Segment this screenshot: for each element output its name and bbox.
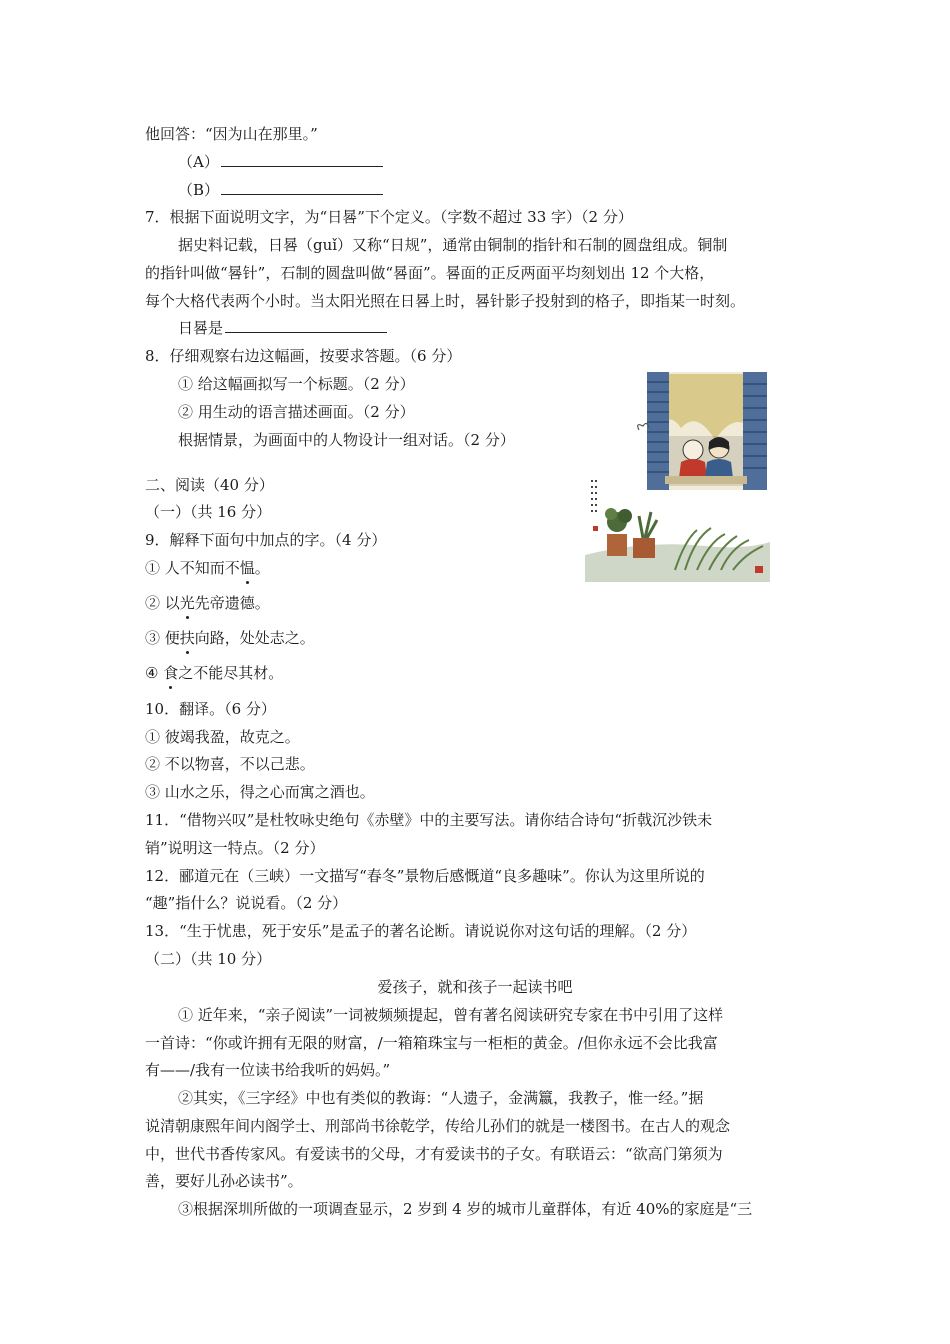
q9-item-4: ④ 食之不能尽其材。	[145, 664, 284, 682]
question-10: 10．翻译。（6 分）	[145, 700, 276, 718]
answer-blank-a[interactable]: （A）	[178, 152, 383, 172]
article-p3-line-1: ③根据深圳所做的一项调查显示，2 岁到 4 岁的城市儿童群体，有近 40%的家庭是“三	[178, 1200, 753, 1218]
article-title: 爱孩子，就和孩子一起读书吧	[377, 978, 573, 996]
q7-blank-line[interactable]	[225, 318, 387, 333]
painting-children-at-window-icon	[585, 370, 770, 582]
q8-item-2: ② 用生动的语言描述画面。（2 分）	[178, 403, 415, 421]
q8-item-3: 根据情景，为画面中的人物设计一组对话。（2 分）	[178, 431, 515, 449]
q9-item-1: ① 人不知而不愠。	[145, 559, 270, 577]
question-8: 8．仔细观察右边这幅画，按要求答题。（6 分）	[145, 347, 462, 365]
q7-passage-line-2: 的指针叫做“晷针”，石制的圆盘叫做“晷面”。晷面的正反两面平均刻划出 12 个大格，	[145, 264, 715, 282]
article-p1-line-1: ① 近年来，“亲子阅读”一词被频频提起，曾有著名阅读研究专家在书中引用了这样	[178, 1006, 724, 1024]
question-9: 9．解释下面句中加点的字。（4 分）	[145, 531, 387, 549]
dotted-char: 扶	[179, 629, 195, 647]
q10-item-1: ① 彼竭我盈，故克之。	[145, 728, 300, 746]
answer-blank-b[interactable]: （B）	[178, 180, 383, 200]
question-13: 13．“生于忧患，死于安乐”是孟子的著名论断。请说说你对这句话的理解。（2 分）	[145, 922, 697, 940]
dotted-char: 愠	[239, 559, 255, 577]
question-12-line-2: “趣”指什么？说说看。（2 分）	[145, 894, 348, 912]
answer-line-prompt: 他回答：“因为山在那里。”	[145, 125, 318, 143]
question-11-line-1: 11．“借物兴叹”是杜牧咏史绝句《赤壁》中的主要写法。请你结合诗句“折戟沉沙铁未	[145, 811, 713, 829]
q7-passage-line-3: 每个大格代表两个小时。当太阳光照在日晷上时，晷针影子投射到的格子，即指某一时刻。	[145, 292, 746, 310]
q7-passage-line-1: 据史料记载，日晷（guǐ）又称“日规”，通常由铜制的指针和石制的圆盘组成。铜制	[178, 236, 728, 254]
blank-a-line[interactable]	[221, 152, 383, 167]
q9-item-2: ② 以光先帝遗德。	[145, 594, 270, 612]
article-p1-line-2: 一首诗：“你或许拥有无限的财富，/一箱箱珠宝与一柜柜的黄金。/但你永远不会比我富	[145, 1034, 718, 1052]
subsection-1-heading: （一）（共 16 分）	[145, 503, 272, 521]
dotted-char: 食	[163, 664, 179, 682]
article-p2-line-3: 中，世代书香传家风。有爱读书的父母，才有爱读书的子女。有联语云：“欲高门第须为	[145, 1145, 723, 1163]
subsection-2-heading: （二）（共 10 分）	[145, 950, 272, 968]
q10-item-3: ③ 山水之乐，得之心而寓之酒也。	[145, 783, 375, 801]
blank-b-line[interactable]	[221, 180, 383, 195]
dotted-char: 光	[179, 594, 195, 612]
question-7: 7．根据下面说明文字，为“日晷”下个定义。（字数不超过 33 字）（2 分）	[145, 208, 633, 226]
q7-answer[interactable]: 日晷是	[178, 318, 387, 338]
article-p2-line-1: ②其实，《三字经》中也有类似的教诲：“人遗子，金满籝，我教子，惟一经。”据	[178, 1089, 704, 1107]
q10-item-2: ② 不以物喜，不以己悲。	[145, 755, 315, 773]
question-12-line-1: 12．郦道元在（三峡）一文描写“春冬”景物后感慨道“良多趣味”。你认为这里所说的	[145, 867, 705, 885]
article-p2-line-4: 善，要好儿孙必读书”。	[145, 1172, 303, 1190]
article-p2-line-2: 说清朝康熙年间内阁学士、刑部尚书徐乾学，传给儿孙们的就是一楼图书。在古人的观念	[145, 1117, 731, 1135]
article-p1-line-3: 有——/我有一位读书给我听的妈妈。”	[145, 1061, 391, 1079]
question-11-line-2: 销”说明这一特点。（2 分）	[145, 839, 325, 857]
q8-item-1: ① 给这幅画拟写一个标题。（2 分）	[178, 375, 415, 393]
q9-item-3: ③ 便扶向路，处处志之。	[145, 629, 315, 647]
section-2-heading: 二、阅读（40 分）	[145, 476, 274, 494]
